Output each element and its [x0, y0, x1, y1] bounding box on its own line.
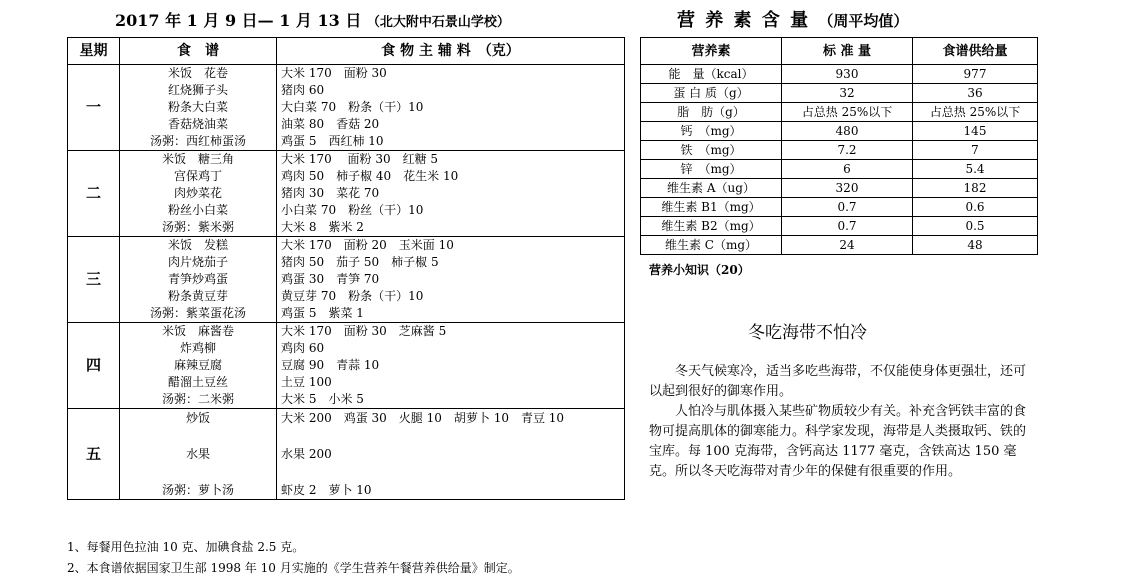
nutrition-row: [641, 217, 1038, 236]
article-paragraph-1: 冬天气候寒冷，适当多吃些海带，不仅能使身体更强壮，还可以起到很好的御寒作用。: [649, 364, 1027, 399]
header-nutrient: 营养素: [641, 38, 782, 65]
ingredient-cell: [277, 65, 625, 151]
menu-date-range: 2017 年 1 月 9 日— 1 月 13 日: [115, 11, 362, 30]
supplied-value: 0.6: [913, 198, 1038, 217]
ingredient-text: 大米 170 面粉 30 芝麻酱 5: [281, 324, 447, 338]
ingredient-text: 猪肉 30 菜花 70: [281, 186, 380, 200]
dish-cell: [120, 323, 277, 409]
nutrient-name: 铁 （mg）: [641, 141, 782, 160]
dish-cell: [120, 409, 277, 500]
dish-name: 炸鸡柳: [179, 341, 216, 355]
nutrition-title-text: 营 养 素 含 量: [677, 10, 811, 31]
nutrition-row: [641, 84, 1038, 103]
ingredient-text: 猪肉 60: [281, 83, 325, 97]
header-supplied: 食谱供给量: [913, 38, 1038, 65]
nutrient-name: 维生素 B2（mg）: [641, 217, 782, 236]
ingredient-cell: [277, 151, 625, 237]
menu-day-row: [68, 151, 625, 237]
article-body: [649, 362, 1032, 482]
nutrition-row: [641, 103, 1038, 122]
ingredient-text: 水果 200: [281, 447, 332, 461]
dish-name: 汤粥：萝卜汤: [161, 483, 234, 497]
header-recipe: 食 谱: [120, 38, 277, 65]
menu-table: [67, 37, 625, 500]
weekday-cell: 一: [68, 65, 120, 151]
ingredient-text: 虾皮 2 萝卜 10: [281, 483, 372, 497]
dish-name: 汤粥：紫菜蛋花汤: [149, 306, 246, 320]
supplied-value: 0.5: [913, 217, 1038, 236]
supplied-value: 182: [913, 179, 1038, 198]
ingredient-text: 鸡蛋 5 西红柿 10: [281, 134, 384, 148]
nutrient-name: 维生素 B1（mg）: [641, 198, 782, 217]
nutrient-name: 维生素 A（ug）: [641, 179, 782, 198]
supplied-value: 36: [913, 84, 1038, 103]
menu-day-row: [68, 237, 625, 323]
menu-title: [115, 8, 510, 31]
ingredient-text: 大米 200 鸡蛋 30 火腿 10 胡萝卜 10 青豆 10: [281, 411, 565, 425]
nutrition-row: [641, 160, 1038, 179]
nutrition-row: [641, 236, 1038, 255]
weekday-cell: 三: [68, 237, 120, 323]
standard-value: 0.7: [782, 217, 913, 236]
dish-cell: [120, 237, 277, 323]
nutrient-name: 钙 （mg）: [641, 122, 782, 141]
ingredient-text: 大米 8 紫米 2: [281, 220, 364, 234]
nutrition-row: [641, 122, 1038, 141]
standard-value: 占总热 25%以下: [782, 103, 913, 122]
ingredient-text: 大米 170 面粉 20 玉米面 10: [281, 238, 454, 252]
standard-value: 320: [782, 179, 913, 198]
dish-name: 香菇烧油菜: [167, 117, 228, 131]
nutrient-name: 脂 肪（g）: [641, 103, 782, 122]
footnote-2: 2、本食谱依据国家卫生部 1998 年 10 月实施的《学生营养午餐营养供给量》制定。: [67, 561, 520, 575]
dish-name: 醋溜土豆丝: [167, 375, 228, 389]
nutrient-name: 维生素 C（mg）: [641, 236, 782, 255]
ingredient-text: 鸡蛋 30 青笋 70: [281, 272, 380, 286]
article-title: 冬吃海带不怕冷: [748, 323, 867, 343]
dish-name: 肉片烧茄子: [167, 255, 228, 269]
dish-name: 青笋炒鸡蛋: [167, 272, 228, 286]
dish-name: 汤粥：西红柿蛋汤: [149, 134, 246, 148]
weekday-cell: 二: [68, 151, 120, 237]
standard-value: 930: [782, 65, 913, 84]
standard-value: 6: [782, 160, 913, 179]
ingredient-text: 小白菜 70 粉丝（干）10: [281, 203, 424, 217]
supplied-value: 占总热 25%以下: [913, 103, 1038, 122]
dish-name: 宫保鸡丁: [173, 169, 222, 183]
dish-name: 麻辣豆腐: [173, 358, 222, 372]
menu-day-row: [68, 65, 625, 151]
nutrition-row: [641, 198, 1038, 217]
ingredient-text: 豆腐 90 青蒜 10: [281, 358, 380, 372]
dish-name: 汤粥：二米粥: [161, 392, 234, 406]
tip-heading: 营养小知识（20）: [649, 263, 750, 277]
dish-name: 红烧狮子头: [167, 83, 228, 97]
nutrition-row: [641, 65, 1038, 84]
ingredient-cell: [277, 323, 625, 409]
menu-header-row: [68, 38, 625, 65]
footnote-1: 1、每餐用色拉油 10 克、加碘食盐 2.5 克。: [67, 540, 305, 554]
dish-cell: [120, 151, 277, 237]
nutrition-row: [641, 141, 1038, 160]
dish-name: 水果: [185, 447, 210, 461]
dish-name: 米饭 发糕: [167, 238, 228, 252]
ingredient-text: 鸡肉 60: [281, 341, 325, 355]
ingredient-text: 猪肉 50 茄子 50 柿子椒 5: [281, 255, 439, 269]
weekday-cell: 四: [68, 323, 120, 409]
nutrition-title: [677, 6, 908, 32]
supplied-value: 48: [913, 236, 1038, 255]
dish-name: 粉丝小白菜: [167, 203, 228, 217]
ingredient-text: 大米 170 面粉 30: [281, 66, 387, 80]
standard-value: 7.2: [782, 141, 913, 160]
dish-name: 肉炒菜花: [173, 186, 222, 200]
dish-name: 米饭 糖三角: [161, 152, 234, 166]
nutrition-title-sub: （周平均值）: [818, 12, 909, 30]
supplied-value: 5.4: [913, 160, 1038, 179]
dish-name: 米饭 麻酱卷: [161, 324, 234, 338]
ingredient-text: 土豆 100: [281, 375, 332, 389]
nutrition-header-row: [641, 38, 1038, 65]
ingredient-text: 大米 170 面粉 30 红糖 5: [281, 152, 439, 166]
school-name: （北大附中石景山学校）: [366, 15, 510, 30]
menu-day-row: [68, 409, 625, 500]
standard-value: 0.7: [782, 198, 913, 217]
header-weekday: 星期: [68, 38, 120, 65]
ingredient-text: 油菜 80 香菇 20: [281, 117, 380, 131]
dish-name: 粉条黄豆芽: [167, 289, 228, 303]
ingredient-text: 大白菜 70 粉条（干）10: [281, 100, 424, 114]
supplied-value: 145: [913, 122, 1038, 141]
dish-name: 炒饭: [185, 411, 210, 425]
nutrient-name: 锌 （mg）: [641, 160, 782, 179]
supplied-value: 7: [913, 141, 1038, 160]
ingredient-text: 鸡肉 50 柿子椒 40 花生米 10: [281, 169, 459, 183]
ingredient-text: 大米 5 小米 5: [281, 392, 364, 406]
weekday-cell: 五: [68, 409, 120, 500]
dish-name: 粉条大白菜: [167, 100, 228, 114]
ingredient-text: 鸡蛋 5 紫菜 1: [281, 306, 364, 320]
dish-cell: [120, 65, 277, 151]
article-paragraph-2: 人怕冷与肌体摄入某些矿物质较少有关。补充含钙铁丰富的食物可提高肌体的御寒能力。科学家发现，海带是人类摄取钙、铁的宝库。每 100 克海带，含钙高达 1177 毫克，含铁高达 150 毫克。所以冬天吃海带对青少年的保健有很重要的作用。: [649, 404, 1027, 479]
ingredient-text: 黄豆芽 70 粉条（干）10: [281, 289, 424, 303]
nutrition-table: [640, 37, 1038, 255]
standard-value: 24: [782, 236, 913, 255]
ingredient-cell: [277, 409, 625, 500]
menu-day-row: [68, 323, 625, 409]
nutrient-name: 蛋 白 质（g）: [641, 84, 782, 103]
ingredient-cell: [277, 237, 625, 323]
nutrition-row: [641, 179, 1038, 198]
standard-value: 32: [782, 84, 913, 103]
supplied-value: 977: [913, 65, 1038, 84]
header-standard: 标 准 量: [782, 38, 913, 65]
dish-name: 米饭 花卷: [167, 66, 228, 80]
header-ingredients: 食 物 主 辅 料 （克）: [277, 38, 625, 65]
standard-value: 480: [782, 122, 913, 141]
dish-name: 汤粥：紫米粥: [161, 220, 234, 234]
nutrient-name: 能 量（kcal）: [641, 65, 782, 84]
